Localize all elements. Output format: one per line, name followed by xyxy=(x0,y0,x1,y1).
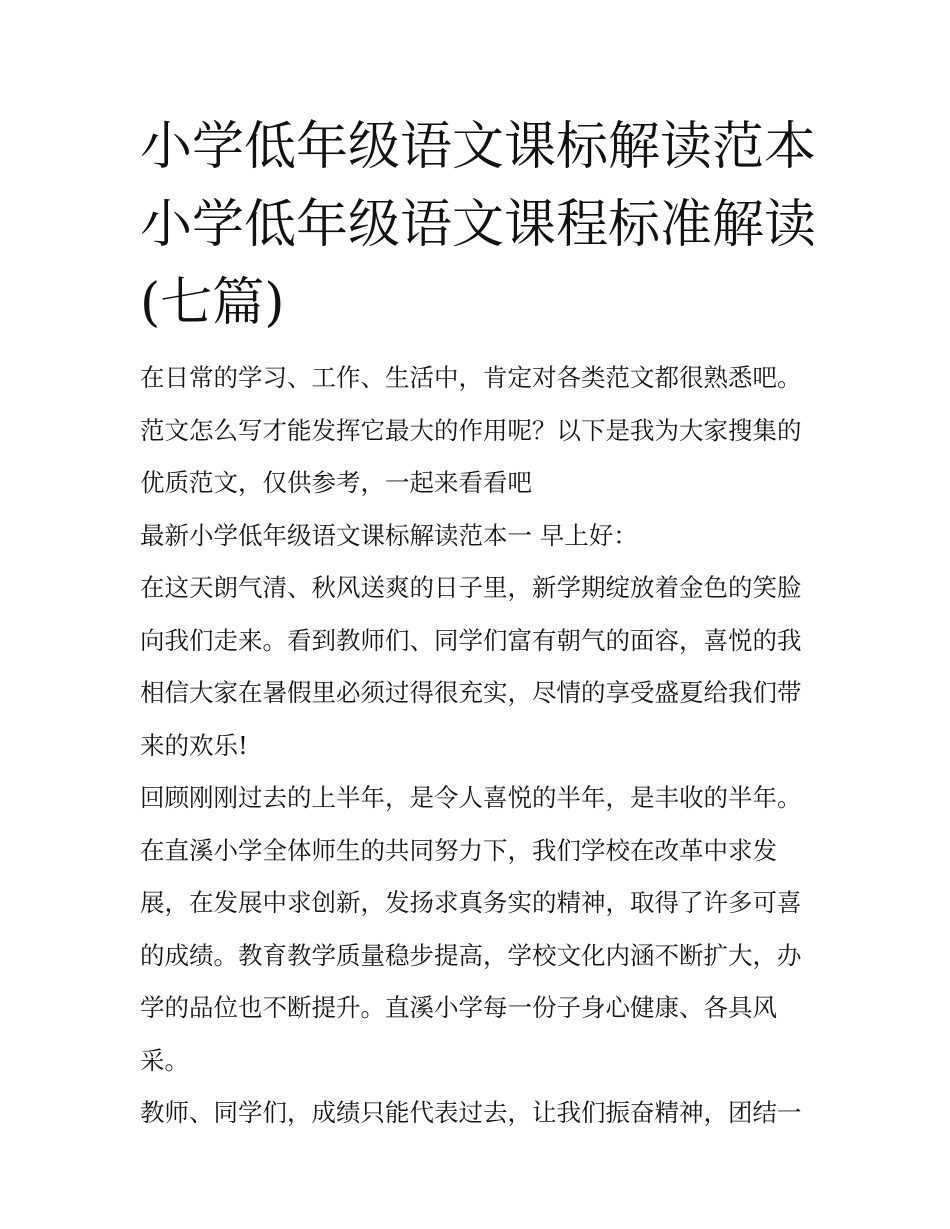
body-line: 展，在发展中求创新，发扬求真务实的精神，取得了许多可喜 xyxy=(140,888,802,917)
body-line: 优质范文，仅供参考，一起来看看吧 xyxy=(140,468,532,497)
title-line-2: 小学低年级语文课程标准解读 xyxy=(140,195,817,255)
body-line: 学的品位也不断提升。直溪小学每一份子身心健康、各具风 xyxy=(140,993,777,1022)
title-line-3: (七篇) xyxy=(140,273,285,333)
body-line: 教师、同学们，成绩只能代表过去，让我们振奋精神，团结一 xyxy=(140,1098,802,1127)
body-line: 向我们走来。看到教师们、同学们富有朝气的面容，喜悦的我 xyxy=(140,625,802,655)
body-line: 在日常的学习、工作、生活中，肯定对各类范文都很熟悉吧。 xyxy=(140,363,802,392)
title-line-1: 小学低年级语文课标解读范本 xyxy=(140,117,817,177)
body-line: 在这天朗气清、秋风送爽的日子里，新学期绽放着金色的笑脸 xyxy=(140,573,802,602)
document-title xyxy=(140,108,820,342)
body-line: 相信大家在暑假里必须过得很充实，尽情的享受盛夏给我们带 xyxy=(140,678,802,707)
document-body xyxy=(140,352,820,1140)
body-line: 范文怎么写才能发挥它最大的作用呢？以下是我为大家搜集的 xyxy=(140,415,802,445)
body-line: 的成绩。教育教学质量稳步提高，学校文化内涵不断扩大，办 xyxy=(140,940,802,970)
body-line: 采。 xyxy=(140,1045,189,1075)
body-line: 回顾刚刚过去的上半年，是令人喜悦的半年，是丰收的半年。 xyxy=(140,783,802,812)
body-line: 来的欢乐! xyxy=(140,730,248,760)
section-heading-line: 最新小学低年级语文课标解读范本一 早上好： xyxy=(140,520,638,550)
body-line: 在直溪小学全体师生的共同努力下，我们学校在改革中求发 xyxy=(140,835,777,865)
